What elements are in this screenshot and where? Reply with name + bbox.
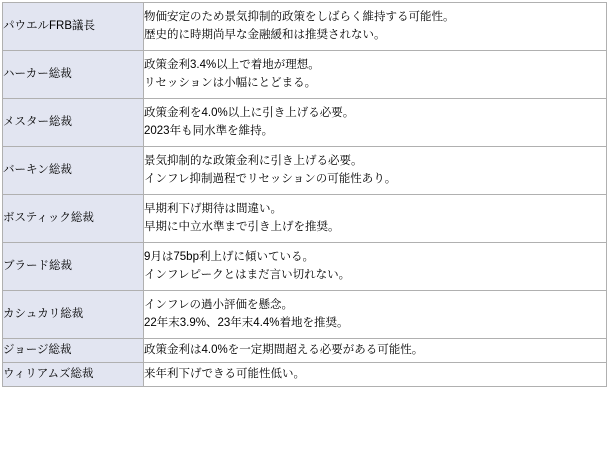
comment-line: 物価安定のため景気抑制的政策をしばらく維持する可能性。 [144, 10, 455, 23]
comment-line: 政策金利は4.0%を一定期間超える必要がある可能性。 [144, 343, 424, 356]
table-row [3, 195, 607, 243]
fed-speakers-table [2, 2, 607, 387]
comment-line: 来年利下げできる可能性低い。 [144, 367, 305, 380]
speaker-comments [144, 339, 607, 363]
comment-line: 9月は75bp利上げに傾いている。 [144, 250, 314, 263]
comment-line: 景気抑制的な政策金利に引き上げる必要。 [144, 154, 363, 167]
speaker-name: ウィリアムズ総裁 [3, 363, 144, 387]
speaker-comments [144, 99, 607, 147]
speaker-comments [144, 195, 607, 243]
comment-line: リセッションは小幅にとどまる。 [144, 76, 317, 89]
speaker-name: ハーカー総裁 [3, 51, 144, 99]
speaker-name: ジョージ総裁 [3, 339, 144, 363]
speaker-comments [144, 51, 607, 99]
table-row [3, 99, 607, 147]
speaker-comments [144, 147, 607, 195]
comment-line: インフレ抑制過程でリセッションの可能性あり。 [144, 172, 397, 185]
table-body [3, 3, 607, 387]
comment-line: インフレピークとはまだ言い切れない。 [144, 268, 351, 281]
speaker-comments [144, 363, 607, 387]
table-row [3, 291, 607, 339]
table-row [3, 243, 607, 291]
comment-line: 2023年も同水準を維持。 [144, 124, 274, 137]
comment-line: 早期に中立水準まで引き上げを推奨。 [144, 220, 340, 233]
speaker-name: メスター総裁 [3, 99, 144, 147]
comment-line: 政策金利を4.0%以上に引き上げる必要。 [144, 106, 355, 119]
comment-line: インフレの過小評価を懸念。 [144, 298, 294, 311]
speaker-comments [144, 3, 607, 51]
speaker-name: ブラード総裁 [3, 243, 144, 291]
speaker-name: カシュカリ総裁 [3, 291, 144, 339]
speaker-name: パウエルFRB議長 [3, 3, 144, 51]
comment-line: 歴史的に時期尚早な金融緩和は推奨されない。 [144, 28, 386, 41]
comment-line: 早期利下げ期待は間違い。 [144, 202, 282, 215]
comment-line: 政策金利3.4%以上で着地が理想。 [144, 58, 320, 71]
table-row [3, 3, 607, 51]
comment-line: 22年末3.9%、23年末4.4%着地を推奨。 [144, 316, 349, 329]
speaker-comments [144, 291, 607, 339]
speaker-comments [144, 243, 607, 291]
table-row [3, 51, 607, 99]
table-row [3, 147, 607, 195]
speaker-name: バーキン総裁 [3, 147, 144, 195]
speaker-name: ボスティック総裁 [3, 195, 144, 243]
table-row [3, 339, 607, 363]
table-row [3, 363, 607, 387]
